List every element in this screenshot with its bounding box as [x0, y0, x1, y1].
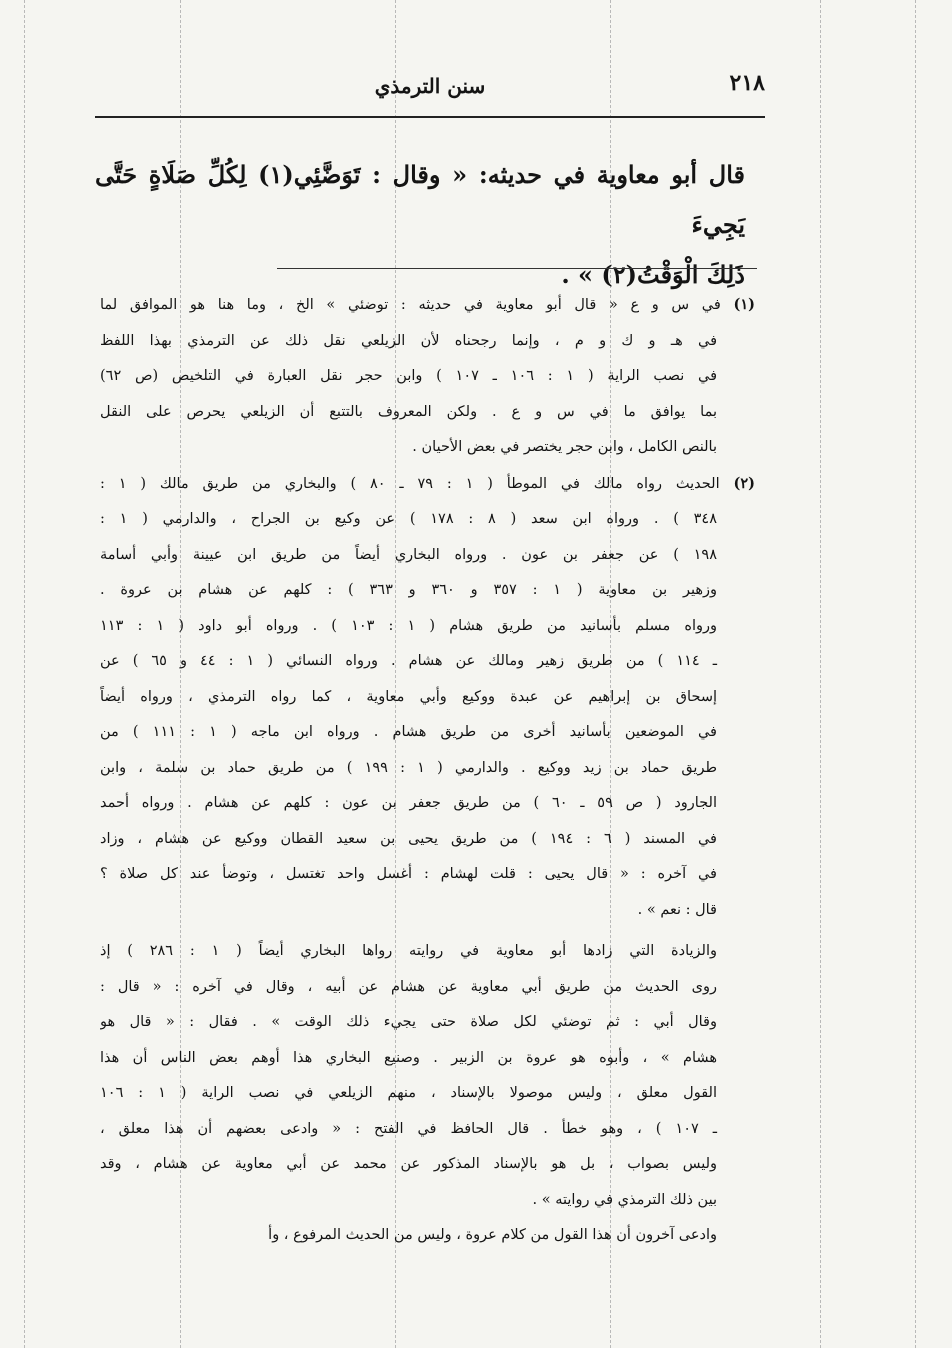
footnote-line: في نصب الراية ( ١ : ١٠٦ ـ ١٠٧ ) وابن حجر نقل العبارة في التلخيص (ص ٦٢) — [100, 368, 717, 384]
footnote-line: بالنص الكامل ، وابن حجر يختصر في بعض الأحيان . — [412, 439, 717, 455]
footnote-line: قال : نعم » . — [637, 901, 717, 918]
footnote-line: الجارود ( ص ٥٩ ـ ٦٠ ) من طريق جعفر بن عون : كلهم عن هشام . ورواه أحمد — [100, 795, 717, 811]
footnote-marker: (١) — [733, 296, 755, 313]
footnote-marker: (٢) — [733, 474, 755, 492]
footnote-line: وزهير بن معاوية ( ١ : ٣٥٧ و ٣٦٠ و ٣٦٣ ) : كلهم عن هشام بن عروة . — [100, 582, 717, 598]
footnote-line: طريق حماد بن زيد ووكيع . والدارمي ( ١ : ١٩٩ ) من طريق حماد بن سلمة ، وابن — [100, 759, 717, 776]
page-header — [95, 70, 765, 110]
footnote-line: بما يوافق ما في س و ع . ولكن المعروف بالتتبع أن الزيلعي يحرص على النقل — [100, 403, 717, 420]
footnote-1 — [100, 287, 755, 466]
footnote-line: في المسند ( ٦ : ١٩٤ ) من طريق يحيى بن سعيد القطان ووكيع عن هشام ، وزاد — [100, 830, 717, 847]
footnote-line: في آخره : « قال يحيى : قلت لهشام : أغسل واحد تغتسل ، وتوضأ عند كل صلاة ؟ — [100, 866, 717, 882]
footnote-line: بين ذلك الترمذي في روايته » . — [532, 1191, 717, 1208]
footnote-line: (١) في س و ع « قال أبو معاوية في حديثه : توضئي » الخ ، وما هنا هو الموافق لما — [100, 296, 755, 313]
footnote-line: ورواه مسلم بأسانيد من طريق هشام ( ١ : ١٠٣ ) . ورواه أبو داود ( ١ : ١١٣ — [100, 617, 717, 634]
footnote-line: القول معلق ، وليس موصولا بالإسناد ، منهم الزيلعي في نصب الراية ( ١ : ١٠٦ — [100, 1085, 717, 1101]
footnote-line: وقال أبي : ثم توضئي لكل صلاة حتى يجيء ذلك الوقت » . فقال : « قال هو — [100, 1014, 717, 1030]
scan-line — [24, 0, 25, 1348]
footnote-line: والزيادة التي زادها أبو معاوية في روايته رواها البخاري أيضاً ( ١ : ٢٨٦ ) إذ — [100, 943, 717, 959]
footnote-2-paragraph — [100, 934, 755, 1254]
footnote-line: وادعى آخرون أن هذا القول من كلام عروة ، وليس من الحديث المرفوع ، وأ — [268, 1227, 717, 1243]
footnote-line: في هـ و ك و م ، وإنما رجحناه لأن الزيلعي نقل ذلك عن الترمذي بهذا اللفظ — [100, 332, 717, 349]
main-text-line: قال أبو معاوية في حديثه: « وقال : تَوَضَّئِي(١) لِكُلِّ صَلَاةٍ حَتَّى يَجِيءَ — [95, 160, 745, 239]
footnote-line: في الموضعين بأسانيد أخرى من طريق هشام . ورواه ابن ماجه ( ١ : ١١١ ) من — [100, 724, 717, 740]
footnote-line: روى الحديث من طريق أبي معاوية عن هشام عن أبيه ، وقال في آخره : « قال : — [100, 978, 717, 995]
footnote-line: إسحاق بن إبراهيم عن عبدة ووكيع وأبي معاوية ، كما رواه الترمذي ، ورواه أيضاً — [100, 688, 717, 705]
footnote-separator — [277, 268, 757, 269]
running-title: سنن الترمذي — [374, 74, 486, 98]
footnote-line: ٣٤٨ ) . ورواه ابن سعد ( ٨ : ١٧٨ ) عن وكيع بن الجراح ، والدارمي ( ١ : — [100, 511, 717, 527]
footnote-2 — [100, 466, 755, 1254]
scan-line — [915, 0, 916, 1348]
footnote-line: ١٩٨ ) عن جعفر بن عون . ورواه البخاري أيضاً من طريق ابن عيينة وأبي أسامة — [100, 546, 717, 563]
header-rule — [95, 116, 765, 118]
footnote-line: وليس بصواب ، بل هو بالإسناد المذكور عن محمد عن أبي معاوية عن هشام ، وقد — [100, 1156, 717, 1172]
footnote-line: ـ ١٠٧ ) ، وهو خطأ . قال الحافظ في الفتح : « وادعى بعضهم أن هذا معلق ، — [100, 1120, 717, 1137]
footnote-line: هشام » ، وأبوه هو عروة بن الزبير . وصنيع البخاري هذا أوهم بعض الناس أن هذا — [100, 1049, 717, 1066]
page-number: ٢١٨ — [729, 70, 765, 96]
main-text-line: ذَلِكَ الْوَقْتُ(٢) » . — [561, 260, 745, 289]
scan-line — [820, 0, 821, 1348]
main-hadith-text — [95, 150, 745, 300]
footnote-line: (٢) الحديث رواه مالك في الموطأ ( ١ : ٧٩ ـ ٨٠ ) والبخاري من طريق مالك ( ١ : — [100, 474, 755, 492]
footnote-line: ـ ١١٤ ) من طريق زهير ومالك عن هشام . ورواه النسائي ( ١ : ٤٤ و ٦٥ ) عن — [100, 653, 717, 669]
footnotes — [100, 287, 755, 1254]
